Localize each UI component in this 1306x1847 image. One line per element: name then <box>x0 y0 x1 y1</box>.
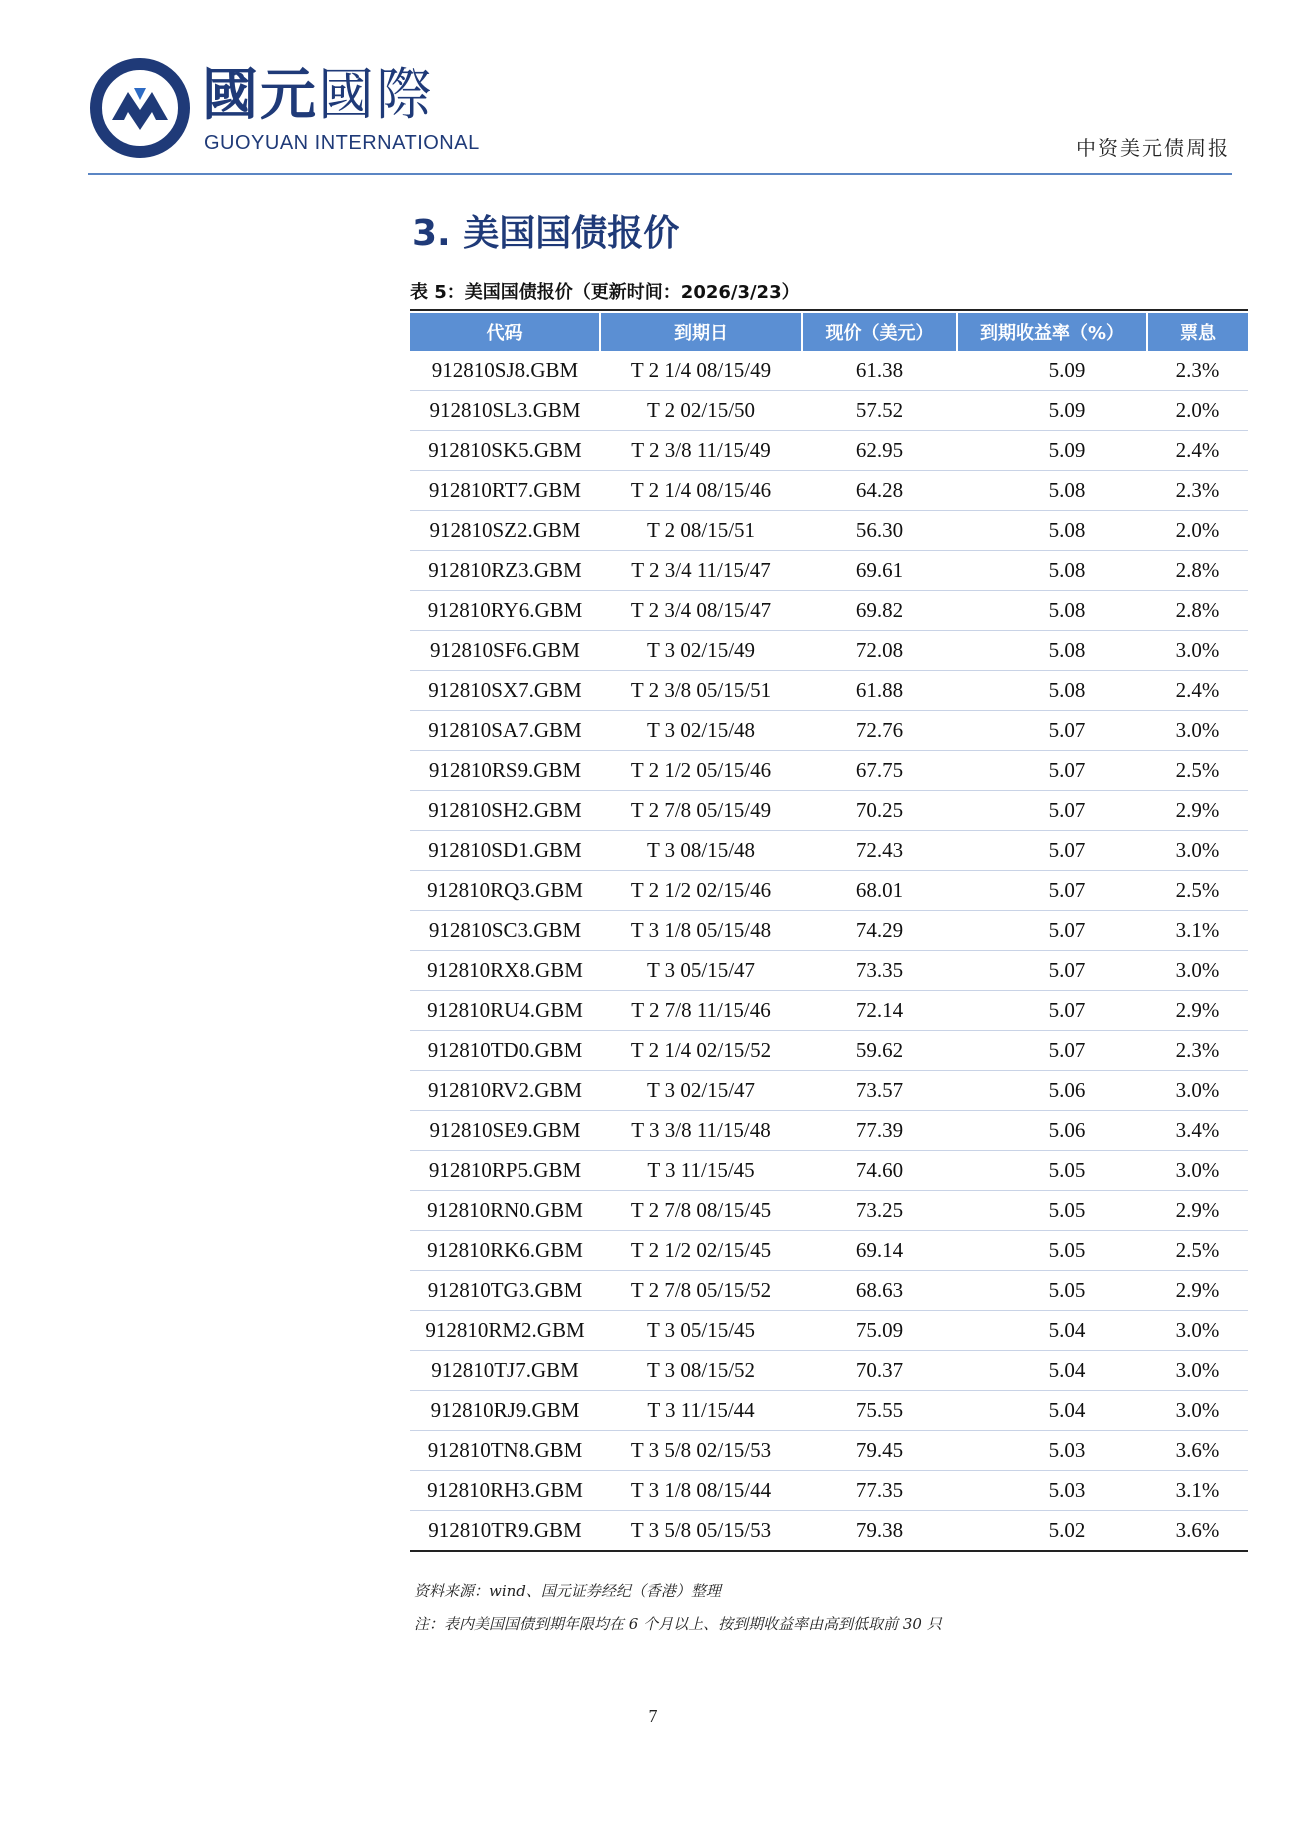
cell-yield: 5.08 <box>957 471 1147 511</box>
cell-price: 70.37 <box>802 1351 957 1391</box>
table-row <box>410 1071 1248 1111</box>
cell-code: 912810RT7.GBM <box>410 471 600 511</box>
cell-price: 73.57 <box>802 1071 957 1111</box>
table-row <box>410 1471 1248 1511</box>
cell-maturity: T 2 7/8 11/15/46 <box>600 991 802 1031</box>
cell-code: 912810RZ3.GBM <box>410 551 600 591</box>
cell-code: 912810RH3.GBM <box>410 1471 600 1511</box>
cell-yield: 5.08 <box>957 551 1147 591</box>
cell-code: 912810RP5.GBM <box>410 1151 600 1191</box>
cell-maturity: T 2 1/4 08/15/49 <box>600 351 802 391</box>
cell-maturity: T 2 1/2 02/15/45 <box>600 1231 802 1271</box>
cell-maturity: T 3 1/8 05/15/48 <box>600 911 802 951</box>
table-row <box>410 1111 1248 1151</box>
section-title: 3. 美国国债报价 <box>412 213 680 254</box>
cell-code: 912810RK6.GBM <box>410 1231 600 1271</box>
table-note: 注：表内美国国债到期年限均在 6 个月以上、按到期收益率由高到低取前 30 只 <box>414 1615 942 1633</box>
table-row <box>410 1191 1248 1231</box>
cell-price: 62.95 <box>802 431 957 471</box>
cell-price: 74.60 <box>802 1151 957 1191</box>
cell-maturity: T 2 3/4 08/15/47 <box>600 591 802 631</box>
cell-code: 912810SK5.GBM <box>410 431 600 471</box>
cell-code: 912810SJ8.GBM <box>410 351 600 391</box>
cell-yield: 5.04 <box>957 1351 1147 1391</box>
cell-code: 912810SA7.GBM <box>410 711 600 751</box>
cell-maturity: T 3 02/15/49 <box>600 631 802 671</box>
table-row <box>410 671 1248 711</box>
cell-maturity: T 3 5/8 02/15/53 <box>600 1431 802 1471</box>
logo-english-name: GUOYUAN INTERNATIONAL <box>204 132 480 154</box>
table-row <box>410 431 1248 471</box>
table-row <box>410 511 1248 551</box>
cell-coupon: 2.8% <box>1147 591 1248 631</box>
cell-maturity: T 3 05/15/45 <box>600 1311 802 1351</box>
cell-code: 912810RY6.GBM <box>410 591 600 631</box>
cell-coupon: 3.0% <box>1147 1071 1248 1111</box>
cell-maturity: T 2 1/2 05/15/46 <box>600 751 802 791</box>
cell-yield: 5.07 <box>957 951 1147 991</box>
cell-maturity: T 2 08/15/51 <box>600 511 802 551</box>
cell-yield: 5.06 <box>957 1111 1147 1151</box>
cell-yield: 5.04 <box>957 1391 1147 1431</box>
table-row <box>410 791 1248 831</box>
cell-price: 69.61 <box>802 551 957 591</box>
cell-yield: 5.02 <box>957 1511 1147 1552</box>
cell-coupon: 3.0% <box>1147 1311 1248 1351</box>
table-row <box>410 871 1248 911</box>
cell-yield: 5.09 <box>957 431 1147 471</box>
logo-cn-light: 國際 <box>318 63 434 128</box>
column-header-maturity: 到期日 <box>600 313 802 351</box>
page-number: 7 <box>648 1706 658 1726</box>
cell-coupon: 2.3% <box>1147 351 1248 391</box>
cell-code: 912810RJ9.GBM <box>410 1391 600 1431</box>
source-note: 资料来源：wind、国元证券经纪（香港）整理 <box>414 1582 721 1600</box>
cell-price: 77.35 <box>802 1471 957 1511</box>
cell-price: 73.35 <box>802 951 957 991</box>
cell-maturity: T 3 5/8 05/15/53 <box>600 1511 802 1552</box>
cell-price: 69.14 <box>802 1231 957 1271</box>
caption-divider <box>410 309 1248 311</box>
cell-coupon: 2.0% <box>1147 391 1248 431</box>
table-row <box>410 1391 1248 1431</box>
cell-coupon: 2.4% <box>1147 431 1248 471</box>
cell-yield: 5.09 <box>957 391 1147 431</box>
cell-price: 56.30 <box>802 511 957 551</box>
table-header-row <box>410 313 1248 351</box>
cell-yield: 5.05 <box>957 1151 1147 1191</box>
logo-chinese-name <box>202 64 434 128</box>
column-header-coupon: 票息 <box>1147 313 1248 351</box>
cell-yield: 5.07 <box>957 751 1147 791</box>
table-row <box>410 471 1248 511</box>
cell-code: 912810SX7.GBM <box>410 671 600 711</box>
cell-price: 59.62 <box>802 1031 957 1071</box>
cell-maturity: T 2 1/4 08/15/46 <box>600 471 802 511</box>
cell-price: 74.29 <box>802 911 957 951</box>
table-row <box>410 1231 1248 1271</box>
cell-price: 75.55 <box>802 1391 957 1431</box>
cell-price: 61.88 <box>802 671 957 711</box>
cell-coupon: 2.3% <box>1147 1031 1248 1071</box>
cell-yield: 5.03 <box>957 1431 1147 1471</box>
cell-yield: 5.06 <box>957 1071 1147 1111</box>
cell-code: 912810TN8.GBM <box>410 1431 600 1471</box>
cell-code: 912810SD1.GBM <box>410 831 600 871</box>
cell-maturity: T 3 02/15/47 <box>600 1071 802 1111</box>
table-row <box>410 631 1248 671</box>
cell-coupon: 2.9% <box>1147 991 1248 1031</box>
cell-maturity: T 2 02/15/50 <box>600 391 802 431</box>
cell-yield: 5.08 <box>957 631 1147 671</box>
cell-coupon: 3.0% <box>1147 1351 1248 1391</box>
cell-price: 77.39 <box>802 1111 957 1151</box>
table-caption: 表 5：美国国债报价（更新时间：2026/3/23） <box>410 282 800 303</box>
cell-maturity: T 3 1/8 08/15/44 <box>600 1471 802 1511</box>
cell-price: 79.45 <box>802 1431 957 1471</box>
cell-maturity: T 2 7/8 05/15/49 <box>600 791 802 831</box>
cell-maturity: T 2 3/8 11/15/49 <box>600 431 802 471</box>
cell-coupon: 3.0% <box>1147 951 1248 991</box>
cell-code: 912810RV2.GBM <box>410 1071 600 1111</box>
cell-yield: 5.07 <box>957 711 1147 751</box>
cell-price: 73.25 <box>802 1191 957 1231</box>
cell-code: 912810TD0.GBM <box>410 1031 600 1071</box>
cell-coupon: 3.0% <box>1147 631 1248 671</box>
cell-coupon: 3.1% <box>1147 911 1248 951</box>
cell-yield: 5.07 <box>957 831 1147 871</box>
table-row <box>410 711 1248 751</box>
cell-price: 75.09 <box>802 1311 957 1351</box>
table-row <box>410 1031 1248 1071</box>
cell-yield: 5.07 <box>957 911 1147 951</box>
cell-coupon: 2.9% <box>1147 791 1248 831</box>
cell-coupon: 2.5% <box>1147 751 1248 791</box>
table-row <box>410 1271 1248 1311</box>
cell-maturity: T 3 11/15/45 <box>600 1151 802 1191</box>
cell-yield: 5.04 <box>957 1311 1147 1351</box>
cell-yield: 5.05 <box>957 1271 1147 1311</box>
cell-maturity: T 2 3/8 05/15/51 <box>600 671 802 711</box>
cell-coupon: 2.3% <box>1147 471 1248 511</box>
cell-price: 68.63 <box>802 1271 957 1311</box>
cell-price: 57.52 <box>802 391 957 431</box>
cell-maturity: T 3 3/8 11/15/48 <box>600 1111 802 1151</box>
report-name: 中资美元债周报 <box>1076 136 1230 160</box>
cell-coupon: 2.0% <box>1147 511 1248 551</box>
cell-coupon: 3.4% <box>1147 1111 1248 1151</box>
cell-maturity: T 3 08/15/52 <box>600 1351 802 1391</box>
cell-code: 912810SF6.GBM <box>410 631 600 671</box>
cell-coupon: 3.0% <box>1147 831 1248 871</box>
cell-price: 70.25 <box>802 791 957 831</box>
cell-coupon: 2.9% <box>1147 1271 1248 1311</box>
cell-code: 912810RM2.GBM <box>410 1311 600 1351</box>
cell-maturity: T 3 11/15/44 <box>600 1391 802 1431</box>
cell-maturity: T 2 7/8 08/15/45 <box>600 1191 802 1231</box>
cell-code: 912810RX8.GBM <box>410 951 600 991</box>
cell-price: 79.38 <box>802 1511 957 1552</box>
cell-coupon: 2.5% <box>1147 1231 1248 1271</box>
cell-code: 912810SL3.GBM <box>410 391 600 431</box>
cell-yield: 5.05 <box>957 1231 1147 1271</box>
cell-code: 912810SH2.GBM <box>410 791 600 831</box>
table-row <box>410 551 1248 591</box>
cell-code: 912810TG3.GBM <box>410 1271 600 1311</box>
cell-code: 912810RS9.GBM <box>410 751 600 791</box>
cell-coupon: 2.9% <box>1147 1191 1248 1231</box>
guoyuan-logo-icon <box>90 58 200 158</box>
table-row <box>410 1431 1248 1471</box>
cell-coupon: 3.6% <box>1147 1431 1248 1471</box>
logo-cn-bold: 國元 <box>202 63 318 128</box>
cell-price: 72.14 <box>802 991 957 1031</box>
cell-maturity: T 3 02/15/48 <box>600 711 802 751</box>
cell-coupon: 3.6% <box>1147 1511 1248 1552</box>
cell-code: 912810RU4.GBM <box>410 991 600 1031</box>
cell-coupon: 2.8% <box>1147 551 1248 591</box>
cell-yield: 5.08 <box>957 511 1147 551</box>
cell-maturity: T 3 08/15/48 <box>600 831 802 871</box>
cell-price: 61.38 <box>802 351 957 391</box>
cell-maturity: T 2 1/2 02/15/46 <box>600 871 802 911</box>
column-header-code: 代码 <box>410 313 600 351</box>
cell-coupon: 2.4% <box>1147 671 1248 711</box>
cell-code: 912810RQ3.GBM <box>410 871 600 911</box>
table-row <box>410 991 1248 1031</box>
column-header-price: 现价（美元） <box>802 313 957 351</box>
cell-yield: 5.07 <box>957 1031 1147 1071</box>
column-header-yield: 到期收益率（%） <box>957 313 1147 351</box>
cell-coupon: 3.0% <box>1147 711 1248 751</box>
cell-yield: 5.09 <box>957 351 1147 391</box>
table-row <box>410 951 1248 991</box>
cell-price: 72.08 <box>802 631 957 671</box>
treasury-quote-table <box>410 313 1248 1552</box>
cell-price: 67.75 <box>802 751 957 791</box>
table-row <box>410 911 1248 951</box>
cell-yield: 5.03 <box>957 1471 1147 1511</box>
cell-yield: 5.05 <box>957 1191 1147 1231</box>
cell-coupon: 3.0% <box>1147 1391 1248 1431</box>
cell-code: 912810TR9.GBM <box>410 1511 600 1552</box>
cell-code: 912810SZ2.GBM <box>410 511 600 551</box>
cell-maturity: T 2 1/4 02/15/52 <box>600 1031 802 1071</box>
cell-yield: 5.07 <box>957 871 1147 911</box>
page-header <box>90 58 1230 168</box>
cell-coupon: 2.5% <box>1147 871 1248 911</box>
table-row <box>410 391 1248 431</box>
cell-code: 912810RN0.GBM <box>410 1191 600 1231</box>
cell-yield: 5.08 <box>957 591 1147 631</box>
table-row <box>410 1151 1248 1191</box>
table-row <box>410 1351 1248 1391</box>
cell-price: 72.76 <box>802 711 957 751</box>
cell-maturity: T 3 05/15/47 <box>600 951 802 991</box>
table-row <box>410 831 1248 871</box>
table-row <box>410 351 1248 391</box>
cell-price: 72.43 <box>802 831 957 871</box>
cell-price: 64.28 <box>802 471 957 511</box>
table-row <box>410 751 1248 791</box>
cell-yield: 5.07 <box>957 791 1147 831</box>
cell-code: 912810SE9.GBM <box>410 1111 600 1151</box>
cell-yield: 5.08 <box>957 671 1147 711</box>
table-row <box>410 1511 1248 1552</box>
cell-code: 912810SC3.GBM <box>410 911 600 951</box>
cell-code: 912810TJ7.GBM <box>410 1351 600 1391</box>
cell-price: 68.01 <box>802 871 957 911</box>
cell-maturity: T 2 3/4 11/15/47 <box>600 551 802 591</box>
table-row <box>410 1311 1248 1351</box>
cell-yield: 5.07 <box>957 991 1147 1031</box>
table-row <box>410 591 1248 631</box>
cell-price: 69.82 <box>802 591 957 631</box>
cell-coupon: 3.0% <box>1147 1151 1248 1191</box>
header-divider <box>88 173 1232 175</box>
cell-coupon: 3.1% <box>1147 1471 1248 1511</box>
cell-maturity: T 2 7/8 05/15/52 <box>600 1271 802 1311</box>
